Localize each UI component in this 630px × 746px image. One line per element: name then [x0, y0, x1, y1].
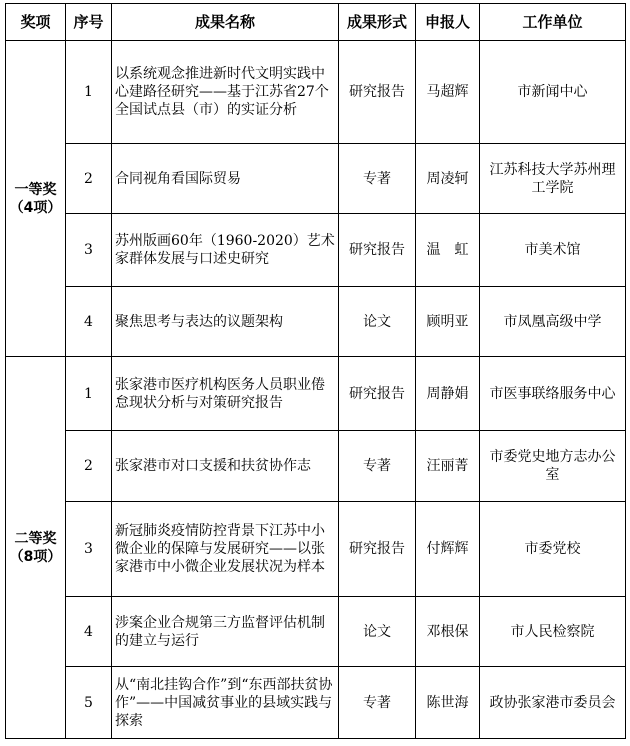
table-row: [6, 667, 626, 739]
row-applicant: 付辉辉: [416, 502, 480, 597]
row-applicant: 汪丽菁: [416, 431, 480, 502]
award-count: （8项）: [9, 548, 62, 565]
row-number: 1: [66, 41, 112, 144]
row-title: 从“南北挂钩合作”到“东西部扶贫协作”——中国减贫事业的县域实践与探索: [112, 667, 339, 739]
row-number: 4: [66, 597, 112, 667]
table-row: [6, 41, 626, 144]
row-form: 专著: [339, 667, 416, 739]
awards-table: [5, 3, 626, 739]
row-applicant: 周静娟: [416, 357, 480, 431]
row-form: 研究报告: [339, 502, 416, 597]
row-unit: 市委党校: [480, 502, 626, 597]
row-form: 研究报告: [339, 214, 416, 287]
header-applicant: 申报人: [416, 4, 480, 41]
row-applicant: 周凌轲: [416, 144, 480, 214]
row-unit: 市医事联络服务中心: [480, 357, 626, 431]
row-title: 苏州版画60年（1960-2020）艺术家群体发展与口述史研究: [112, 214, 339, 287]
row-title: 新冠肺炎疫情防控背景下江苏中小微企业的保障与发展研究——以张家港市中小微企业发展状况为样本: [112, 502, 339, 597]
table-row: [6, 597, 626, 667]
header-title: 成果名称: [112, 4, 339, 41]
row-unit: 市委党史地方志办公室: [480, 431, 626, 502]
row-applicant: 邓根保: [416, 597, 480, 667]
row-applicant: 温 虹: [416, 214, 480, 287]
row-unit: 市凤凰高级中学: [480, 287, 626, 357]
row-applicant: 陈世海: [416, 667, 480, 739]
award-cell-first: [6, 41, 66, 357]
table-row: [6, 502, 626, 597]
row-number: 2: [66, 144, 112, 214]
row-title: 聚焦思考与表达的议题架构: [112, 287, 339, 357]
row-number: 1: [66, 357, 112, 431]
row-number: 2: [66, 431, 112, 502]
award-count: （4项）: [9, 199, 62, 216]
row-form: 论文: [339, 597, 416, 667]
row-unit: 市人民检察院: [480, 597, 626, 667]
row-applicant: 顾明亚: [416, 287, 480, 357]
header-number: 序号: [66, 4, 112, 41]
table-row: [6, 357, 626, 431]
award-label: 二等奖: [14, 530, 57, 547]
row-title: 张家港市医疗机构医务人员职业倦怠现状分析与对策研究报告: [112, 357, 339, 431]
row-unit: 江苏科技大学苏州理工学院: [480, 144, 626, 214]
row-number: 3: [66, 502, 112, 597]
row-title: 合同视角看国际贸易: [112, 144, 339, 214]
row-applicant: 马超辉: [416, 41, 480, 144]
row-title: 以系统观念推进新时代文明实践中心建路径研究——基于江苏省27个全国试点县（市）的实证分析: [112, 41, 339, 144]
table-row: [6, 144, 626, 214]
row-form: 研究报告: [339, 41, 416, 144]
row-number: 4: [66, 287, 112, 357]
row-title: 涉案企业合规第三方监督评估机制的建立与运行: [112, 597, 339, 667]
row-number: 5: [66, 667, 112, 739]
row-form: 专著: [339, 144, 416, 214]
header-row: [6, 4, 626, 41]
row-form: 专著: [339, 431, 416, 502]
row-form: 论文: [339, 287, 416, 357]
award-cell-second: [6, 357, 66, 739]
table-row: [6, 214, 626, 287]
row-number: 3: [66, 214, 112, 287]
row-title: 张家港市对口支援和扶贫协作志: [112, 431, 339, 502]
row-unit: 市美术馆: [480, 214, 626, 287]
table-row: [6, 287, 626, 357]
row-unit: 政协张家港市委员会: [480, 667, 626, 739]
row-unit: 市新闻中心: [480, 41, 626, 144]
header-award: 奖项: [6, 4, 66, 41]
award-label: 一等奖: [14, 181, 57, 198]
header-form: 成果形式: [339, 4, 416, 41]
row-form: 研究报告: [339, 357, 416, 431]
table-row: [6, 431, 626, 502]
header-unit: 工作单位: [480, 4, 626, 41]
